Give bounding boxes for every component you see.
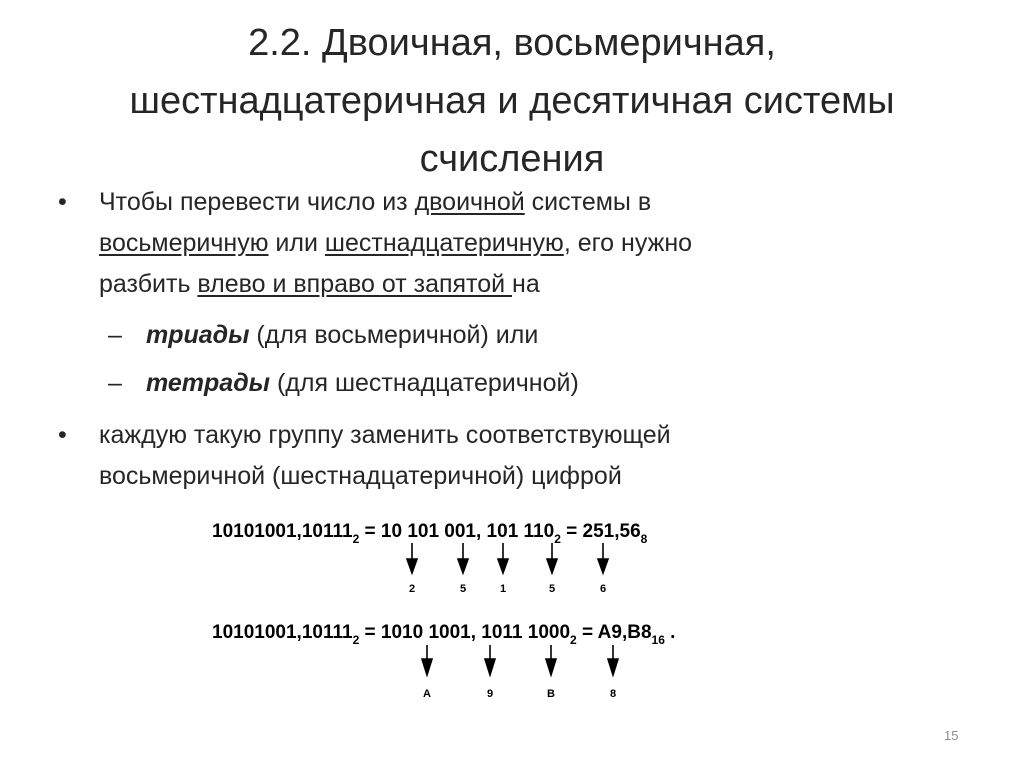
- bullet2-line-2: восьмеричной (шестнадцатеричной) цифрой: [99, 462, 622, 490]
- title-line-2: шестнадцатеричная и десятичная системы: [129, 80, 895, 122]
- text-segment: (для восьмеричной) или: [249, 321, 539, 349]
- arrow-icon: [422, 645, 432, 675]
- bold-term: тетрады: [146, 369, 271, 397]
- underlined-term: шестнадцатеричную: [324, 229, 564, 257]
- octal-digit: 2: [408, 583, 416, 595]
- sub-dash-1: –: [108, 321, 122, 349]
- bullet2-line-1: каждую такую группу заменить соответствующей: [99, 421, 671, 449]
- text-segment: на: [512, 270, 540, 298]
- text-segment: разбить: [99, 270, 198, 298]
- underlined-term: влево и вправо от запятой: [197, 270, 513, 298]
- base-subscript: 2: [352, 633, 360, 647]
- arrow-icon: [547, 543, 557, 573]
- arrow-icon: [608, 645, 618, 675]
- octal-digit: 5: [459, 583, 467, 595]
- text-segment: или: [268, 229, 325, 257]
- hex-digit: 9: [486, 688, 494, 700]
- page-number: 15: [944, 728, 959, 743]
- hex-digit: 8: [609, 688, 617, 700]
- title-line-3: счисления: [419, 138, 605, 180]
- arrow-icon: [498, 543, 508, 573]
- title-line-1: 2.2. Двоичная, восьмеричная,: [248, 22, 776, 64]
- bullet-marker-1: •: [58, 188, 67, 216]
- text-segment: , его нужно: [563, 229, 693, 257]
- octal-result: = 251,56: [560, 521, 641, 542]
- bold-term: триады: [146, 321, 250, 349]
- triad-groups: 10 101 001, 101 110: [380, 521, 555, 542]
- hex-result: = A9,B8: [576, 622, 652, 643]
- hex-digit: A: [423, 688, 431, 700]
- base-subscript: 2: [570, 633, 577, 647]
- octal-digit: 6: [599, 583, 607, 595]
- arrow-icon: [598, 543, 608, 573]
- arrow-icon: [485, 645, 495, 675]
- underlined-term: двоичной: [414, 188, 525, 216]
- tetrad-groups: 1010 1001, 1011 1000: [380, 622, 571, 643]
- text-segment: системы в: [524, 188, 652, 216]
- arrow-icon: [546, 645, 556, 675]
- base-subscript: 8: [640, 532, 648, 546]
- hex-digit: B: [547, 688, 555, 700]
- binary-number: 10101001,10111: [212, 622, 353, 643]
- equals-sign: =: [359, 521, 381, 542]
- text-segment: (для шестнадцатеричной): [270, 369, 579, 397]
- sub-dash-2: –: [108, 369, 122, 397]
- bullet-marker-2: •: [58, 421, 67, 449]
- base-subscript: 2: [352, 532, 360, 546]
- period: .: [664, 622, 676, 643]
- text-segment: Чтобы перевести число из: [99, 188, 415, 216]
- equals-sign: =: [359, 622, 381, 643]
- octal-digit: 5: [548, 583, 556, 595]
- base-subscript: 16: [651, 633, 665, 647]
- octal-digit: 1: [499, 583, 507, 595]
- underlined-term: восьмеричную: [99, 229, 269, 257]
- arrow-icon: [458, 543, 468, 573]
- arrow-icon: [407, 543, 417, 573]
- base-subscript: 2: [554, 532, 561, 546]
- binary-number: 10101001,10111: [212, 521, 353, 542]
